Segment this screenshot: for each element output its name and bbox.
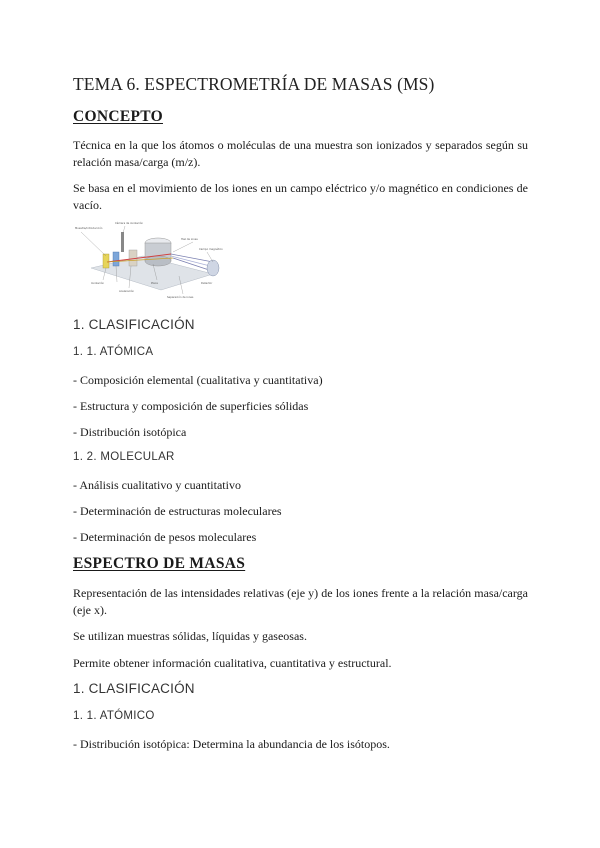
diagram-label-3: Haz de iones [181,238,198,241]
diagram-label-8: Placa [151,282,158,285]
espectro-paragraph-2: Se utilizan muestras sólidas, líquidas y gaseosas. [73,629,307,643]
detector-shape [207,260,219,276]
concepto-paragraph-2: Se basa en el movimiento de los iones en un campo eléctrico y/o magnético en condiciones de vacío. [73,181,528,212]
espectro-heading: ESPECTRO DE MASAS [73,555,246,572]
plate-2-shape [113,252,119,266]
atomica-item-2: - Estructura y composición de superficies sólidas [73,399,309,413]
atomica-item-3: - Distribución isotópica [73,425,187,439]
molecular-item-3: - Determinación de pesos moleculares [73,530,257,544]
diagram-label-9: Separación de iones [167,296,194,299]
diagram-label-4: Campo magnético [199,248,223,251]
espectro-paragraph-1: Representación de las intensidades relativas (eje y) de los iones frente a la relación masa/carga (eje x). [73,586,528,617]
molecular-heading: 1. 2. MOLECULAR [73,451,175,463]
concepto-paragraph-1: Técnica en la que los átomos o moléculas de una muestra son ionizados y separados según su relación masa/carga (m/z). [73,138,528,169]
espectro-paragraph-3: Permite obtener información cualitativa, cuantitativa y estructural. [73,656,392,670]
plate-1-shape [103,254,109,268]
mass-spectrometer-diagram [73,218,233,306]
clasificacion-heading: 1. CLASIFICACIÓN [73,317,195,332]
diagram-label-2: Cámara de ionización [115,222,144,225]
diagram-label-6: Ionización [91,282,105,285]
diagram-label-1: Muestra/introducción [75,227,103,230]
atomica-item-1: - Composición elemental (cualitativa y cuantitativa) [73,373,323,387]
concepto-heading: CONCEPTO [73,108,163,125]
diagram-label-5: Detector [201,282,213,285]
clasificacion-2-heading: 1. CLASIFICACIÓN [73,681,195,696]
atomico-item-1: - Distribución isotópica: Determina la abundancia de los isótopos. [73,737,390,751]
atomico-heading: 1. 1. ATÓMICO [73,710,155,722]
atomica-heading: 1. 1. ATÓMICA [73,346,154,358]
chamber-bottom-shape [145,256,171,266]
molecular-item-2: - Determinación de estructuras moleculares [73,504,282,518]
molecular-item-1: - Análisis cualitativo y cuantitativo [73,478,241,492]
inlet-tube-shape [121,232,124,252]
diagram-label-7: Aceleración [119,290,135,293]
document-title: TEMA 6. ESPECTROMETRÍA DE MASAS (MS) [73,74,435,94]
